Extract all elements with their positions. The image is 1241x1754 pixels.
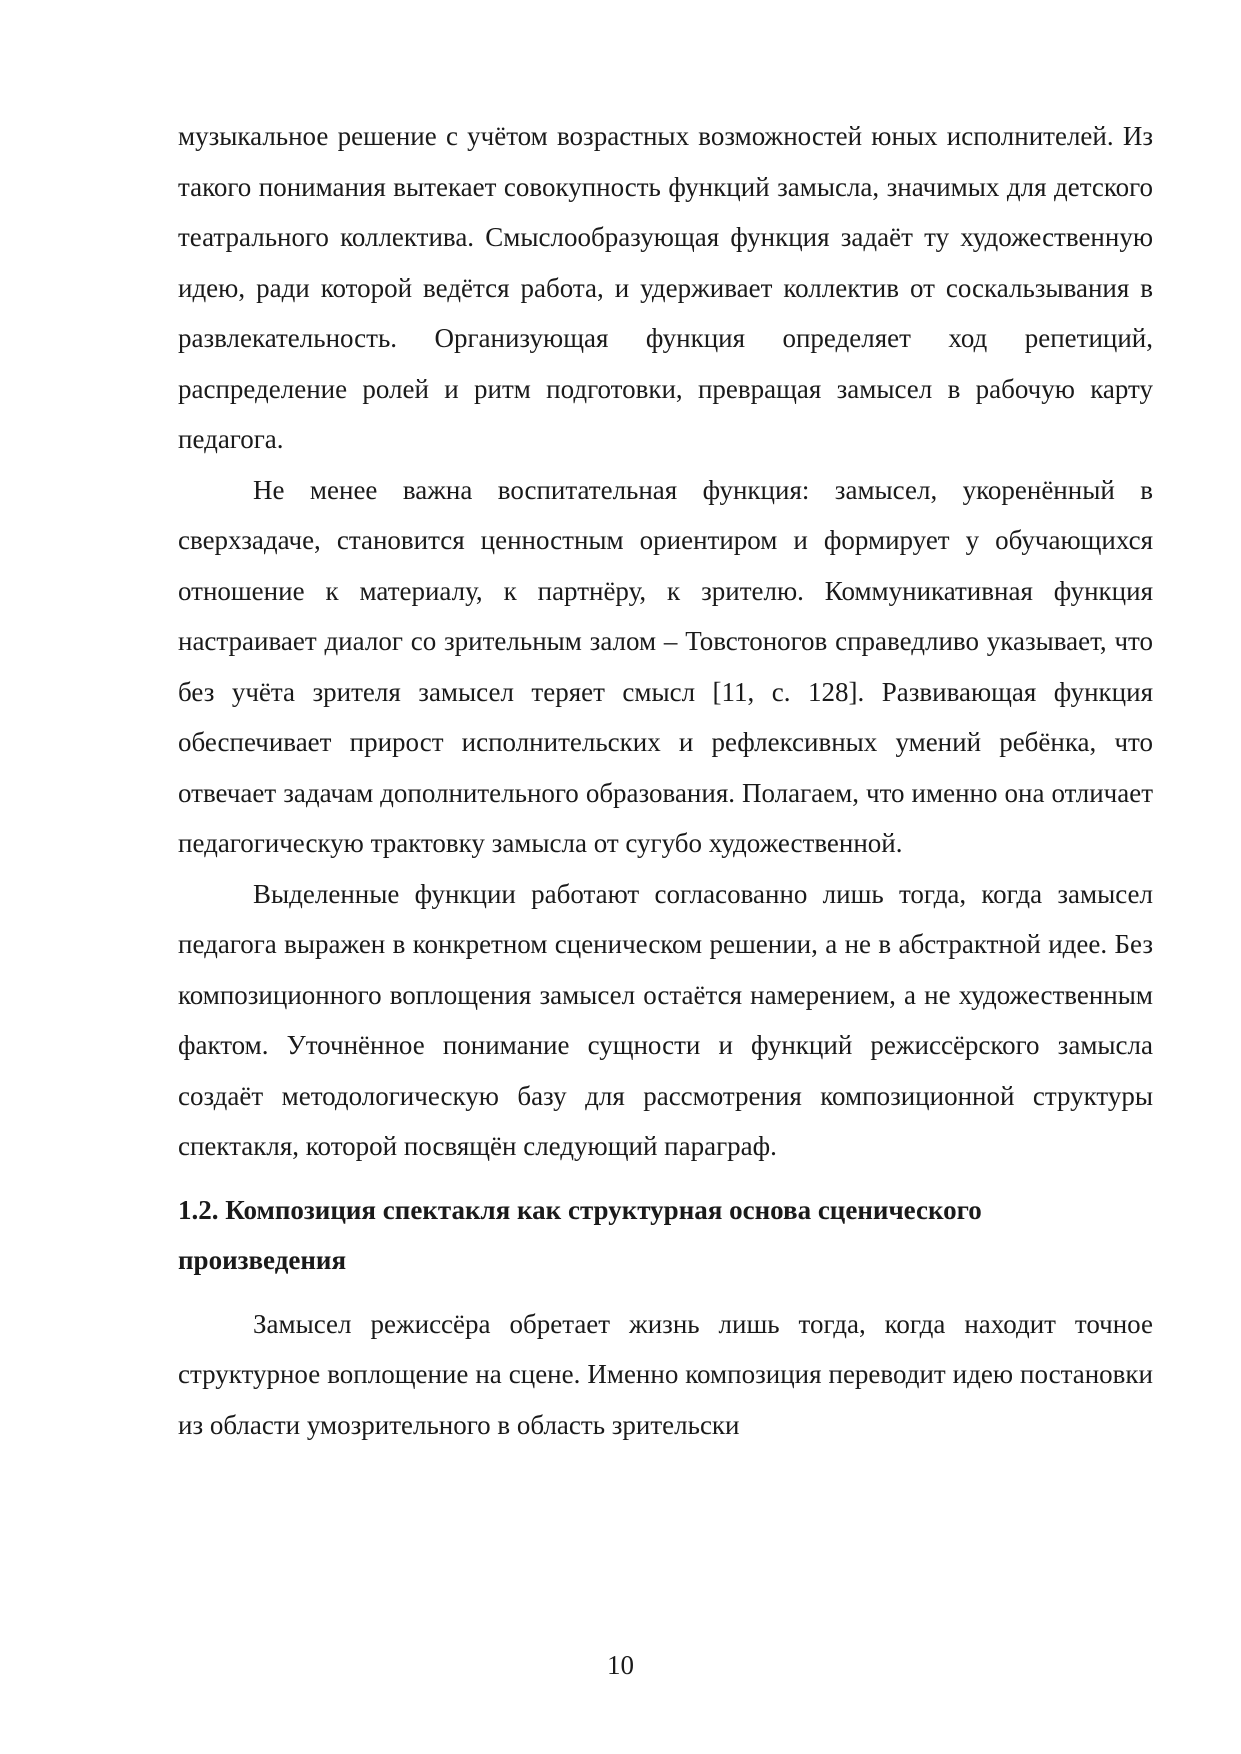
paragraph-functions: Не менее важна воспитательная функция: замысел, укоренённый в сверхзадаче, становится ценностным ориентиром и формирует у обучающихся отношение к материалу, к партнёру, к зрителю. Коммуникативная функция настраивает диалог со зрительным залом – Товстоногов справедливо указывает, что без учёта зрителя замысел теряет смысл [11, с. 128]. Развивающая функция обеспечивает прирост исполнительских и рефлексивных умений ребёнка, что отвечает задачам дополнительного образования. Полагаем, что именно она отличает педагогическую трактовку замысла от сугубо художественной.	[178, 474, 1153, 858]
paragraph-continued: музыкальное решение с учётом возрастных возможностей юных исполнителей. Из такого понимания вытекает совокупность функций замысла, значимых для детского театрального коллектива. Смыслообразующая функция задаёт ту художественную идею, ради которой ведётся работа, и удерживает коллектив от соскальзывания в развлекательность. Организующая функция определяет ход репетиций, распределение ролей и ритм подготовки, превращая замысел в рабочую карту педагога.	[178, 121, 1153, 454]
paragraph-section-intro: Замысел режиссёра обретает жизнь лишь тогда, когда находит точное структурное воплощение на сцене. Именно композиция переводит идею постановки из области умозрительного в область зрительски	[178, 1308, 1153, 1440]
page-number: 10	[607, 1650, 634, 1680]
paragraph-conclusion: Выделенные функции работают согласованно лишь тогда, когда замысел педагога выражен в конкретном сценическом решении, а не в абстрактной идее. Без композиционного воплощения замысел остаётся намерением, а не художественным фактом. Уточнённое понимание сущности и функций режиссёрского замысла создаёт методологическую базу для рассмотрения композиционной структуры спектакля, которой посвящён следующий параграф.	[178, 878, 1153, 1161]
section-heading: 1.2. Композиция спектакля как структурная основа сценического произведения	[178, 1194, 982, 1275]
document-body	[178, 111, 1153, 1450]
